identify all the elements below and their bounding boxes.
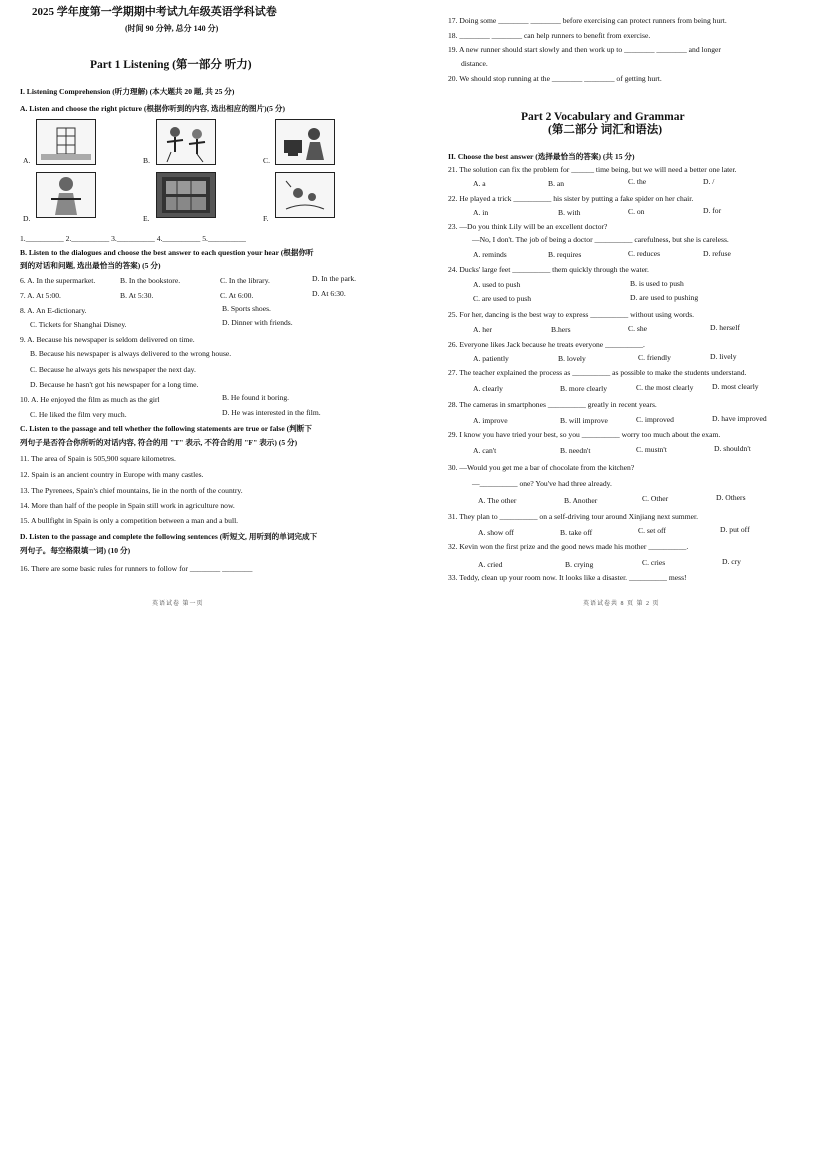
part2-heading: Part 2 Vocabulary and Grammar	[521, 111, 685, 123]
q23-stem-line2: —No, I don't. The job of being a doctor __________ carefulness, but she is careless.	[472, 235, 729, 244]
exam-title: 2025 学年度第一学期期中考试九年级英语学科试卷	[32, 6, 277, 18]
picture-e-bookshelf	[156, 172, 216, 218]
section-a-answer-blanks: 1.__________ 2.__________ 3.__________ 4.__________ 5.__________	[20, 234, 246, 243]
q24-stem: 24. Ducks' large feet __________ them quickly through the water.	[448, 265, 649, 274]
q16-sentence: 16. There are some basic rules for runners to follow for ________ ________	[20, 564, 253, 573]
tf-item-13: 13. The Pyrenees, Spain's chief mountains, lie in the north of the country.	[20, 486, 243, 495]
picture-label-a: A.	[23, 156, 31, 165]
picture-label-d: D.	[23, 214, 31, 223]
q32-option-d: D. cry	[722, 557, 741, 566]
q21-option-d: D. /	[703, 177, 715, 186]
q30-stem: 30. —Would you get me a bar of chocolate from the kitchen?	[448, 463, 635, 472]
picture-label-b: B.	[143, 156, 150, 165]
q6-option-d: D. In the park.	[312, 274, 357, 283]
section-i-heading: I. Listening Comprehension (听力理解) (本大题共 20 题, 共 25 分)	[20, 87, 235, 96]
section-a-heading: A. Listen and choose the right picture (根据你听到的内容, 选出相应的图片)(5 分)	[20, 104, 285, 113]
picture-label-e: E.	[143, 214, 150, 223]
section-b-heading-2: 到的对话和问题, 选出最恰当的答案) (5 分)	[20, 261, 161, 270]
q8-option-d: D. Dinner with friends.	[222, 318, 293, 327]
q31-option-c: C. set off	[638, 526, 666, 535]
q32-option-a: A. cried	[478, 560, 503, 569]
q8-option-a: 8. A. An E-dictionary.	[20, 306, 87, 315]
picture-a-calendar	[36, 119, 96, 165]
q7-option-d: D. At 6:30.	[312, 289, 346, 298]
q29-option-c: C. mustn't	[636, 445, 667, 454]
tf-item-11: 11. The area of Spain is 505,900 square kilometres.	[20, 454, 176, 463]
q22-option-a: A. in	[473, 208, 489, 217]
q26-option-c: C. friendly	[638, 353, 671, 362]
q22-stem: 22. He played a trick __________ his sister by putting a fake spider on her chair.	[448, 194, 694, 203]
q33-stem: 33. Teddy, clean up your room now. It looks like a disaster. __________ mess!	[448, 573, 687, 582]
q30-option-a: A. The other	[478, 496, 517, 505]
q24-option-d: D. are used to pushing	[630, 293, 699, 302]
q8-option-c: C. Tickets for Shanghai Disney.	[30, 320, 127, 329]
q23-stem: 23. —Do you think Lily will be an excellent doctor?	[448, 222, 608, 231]
q22-option-c: C. on	[628, 207, 645, 216]
picture-label-c: C.	[263, 156, 270, 165]
picture-f-sketch	[275, 172, 335, 218]
q26-option-b: B. lovely	[558, 354, 586, 363]
q21-stem: 21. The solution can fix the problem for ______ time being, but we will need a better one later.	[448, 165, 737, 174]
section-c-heading-2: 列句子是否符合你所听的对话内容, 符合的用 "T" 表示, 不符合的用 "F" 表示) (5 分)	[20, 438, 298, 447]
part2-heading-cn: (第二部分 词汇和语法)	[548, 124, 663, 136]
q30-option-d: D. Others	[716, 493, 746, 502]
q7-option-b: B. At 5:30.	[120, 291, 154, 300]
q6-option-a: 6. A. In the supermarket.	[20, 276, 96, 285]
q27-option-a: A. clearly	[473, 384, 503, 393]
q29-stem: 29. I know you have tried your best, so you __________ worry too much about the exam.	[448, 430, 721, 439]
q10-option-b: B. He found it boring.	[222, 393, 290, 402]
section-d-heading-1: D. Listen to the passage and complete the following sentences (听短文, 用听到的单词完成下	[20, 532, 318, 541]
q25-option-d: D. herself	[710, 323, 740, 332]
q28-option-d: D. have improved	[712, 414, 767, 423]
q27-option-b: B. more clearly	[560, 384, 608, 393]
section-c-heading-1: C. Listen to the passage and tell whether the following statements are true or false (判断下	[20, 424, 312, 433]
q22-option-b: B. with	[558, 208, 581, 217]
q32-option-c: C. cries	[642, 558, 666, 567]
q20-sentence: 20. We should stop running at the ________ ________ of getting hurt.	[448, 74, 662, 83]
q27-option-c: C. the most clearly	[636, 383, 694, 392]
section-d-heading-2: 列句子。每空格限填一词) (10 分)	[20, 546, 131, 555]
q24-option-b: B. is used to push	[630, 279, 684, 288]
q24-option-c: C. are used to push	[473, 294, 531, 303]
q31-stem: 31. They plan to __________ on a self-driving tour around Xinjiang next summer.	[448, 512, 698, 521]
section-ii-heading: II. Choose the best answer (选择最恰当的答案) (共 15 分)	[448, 152, 635, 161]
q23-option-d: D. refuse	[703, 249, 731, 258]
picture-c-computer	[275, 119, 335, 165]
q29-option-a: A. can't	[473, 446, 497, 455]
q25-option-b: B.hers	[551, 325, 571, 334]
q28-option-b: B. will improve	[560, 416, 608, 425]
footer-right: 英语试卷共 8 页 第 2 页	[583, 601, 660, 607]
q30-stem-line2: —__________ one? You've had three already.	[472, 479, 612, 488]
q23-option-c: C. reduces	[628, 249, 661, 258]
q26-stem: 26. Everyone likes Jack because he treats everyone __________.	[448, 340, 645, 349]
q21-option-a: A. a	[473, 179, 486, 188]
q29-option-b: B. needn't	[560, 446, 591, 455]
q9-option-d: D. Because he hasn't got his newspaper for a long time.	[30, 380, 199, 389]
q21-option-c: C. the	[628, 177, 647, 186]
q7-option-a: 7. A. At 5:00.	[20, 291, 61, 300]
q19-sentence-line1: 19. A new runner should start slowly and then work up to ________ ________ and longer	[448, 45, 721, 54]
q26-option-a: A. patiently	[473, 354, 509, 363]
tf-item-12: 12. Spain is an ancient country in Europe with many castles.	[20, 470, 204, 479]
q30-option-c: C. Other	[642, 494, 669, 503]
q9-option-c: C. Because he always gets his newspaper the next day.	[30, 365, 196, 374]
tf-item-15: 15. A bullfight in Spain is only a competition between a man and a bull.	[20, 516, 239, 525]
q8-option-b: B. Sports shoes.	[222, 304, 271, 313]
q28-stem: 28. The cameras in smartphones __________ greatly in recent years.	[448, 400, 657, 409]
q10-option-d: D. He was interested in the film.	[222, 408, 321, 417]
q31-option-a: A. show off	[478, 528, 514, 537]
q30-option-b: B. Another	[564, 496, 598, 505]
q25-option-c: C. she	[628, 324, 647, 333]
section-b-heading-1: B. Listen to the dialogues and choose the best answer to each question your hear (根据你听	[20, 248, 314, 257]
picture-b-kids	[156, 119, 216, 165]
q31-option-b: B. take off	[560, 528, 593, 537]
footer-left: 英语试卷 第一页	[152, 601, 204, 607]
q18-sentence: 18. ________ ________ can help runners to benefit from exercise.	[448, 31, 651, 40]
tf-item-14: 14. More than half of the people in Spain still work in agriculture now.	[20, 501, 235, 510]
q27-option-d: D. most clearly	[712, 382, 759, 391]
q23-option-a: A. reminds	[473, 250, 507, 259]
exam-subtitle: (时间 90 分钟, 总分 140 分)	[125, 24, 219, 33]
q21-option-b: B. an	[548, 179, 565, 188]
q32-stem: 32. Kevin won the first prize and the good news made his mother __________.	[448, 542, 689, 551]
q26-option-d: D. lively	[710, 352, 737, 361]
q7-option-c: C. At 6:00.	[220, 291, 254, 300]
q28-option-a: A. improve	[473, 416, 508, 425]
q10-option-c: C. He liked the film very much.	[30, 410, 127, 419]
q9-option-a: 9. A. Because his newspaper is seldom delivered on time.	[20, 335, 195, 344]
picture-d-person	[36, 172, 96, 218]
q19-sentence-line2: distance.	[461, 59, 488, 68]
q9-option-b: B. Because his newspaper is always delivered to the wrong house.	[30, 349, 232, 358]
q28-option-c: C. improved	[636, 415, 674, 424]
q6-option-c: C. In the library.	[220, 276, 270, 285]
q22-option-d: D. for	[703, 206, 722, 215]
q24-option-a: A. used to push	[473, 280, 521, 289]
q10-option-a: 10. A. He enjoyed the film as much as the girl	[20, 395, 160, 404]
q27-stem: 27. The teacher explained the process as __________ as possible to make the students understand.	[448, 368, 747, 377]
q29-option-d: D. shouldn't	[714, 444, 751, 453]
q17-sentence: 17. Doing some ________ ________ before exercising can protect runners from being hurt.	[448, 16, 727, 25]
part1-heading: Part 1 Listening (第一部分 听力)	[90, 59, 252, 71]
q31-option-d: D. put off	[720, 525, 750, 534]
picture-label-f: F.	[263, 214, 269, 223]
q6-option-b: B. In the bookstore.	[120, 276, 181, 285]
q23-option-b: B. requires	[548, 250, 582, 259]
q32-option-b: B. crying	[565, 560, 594, 569]
q25-stem: 25. For her, dancing is the best way to express __________ without using words.	[448, 310, 695, 319]
q25-option-a: A. her	[473, 325, 492, 334]
